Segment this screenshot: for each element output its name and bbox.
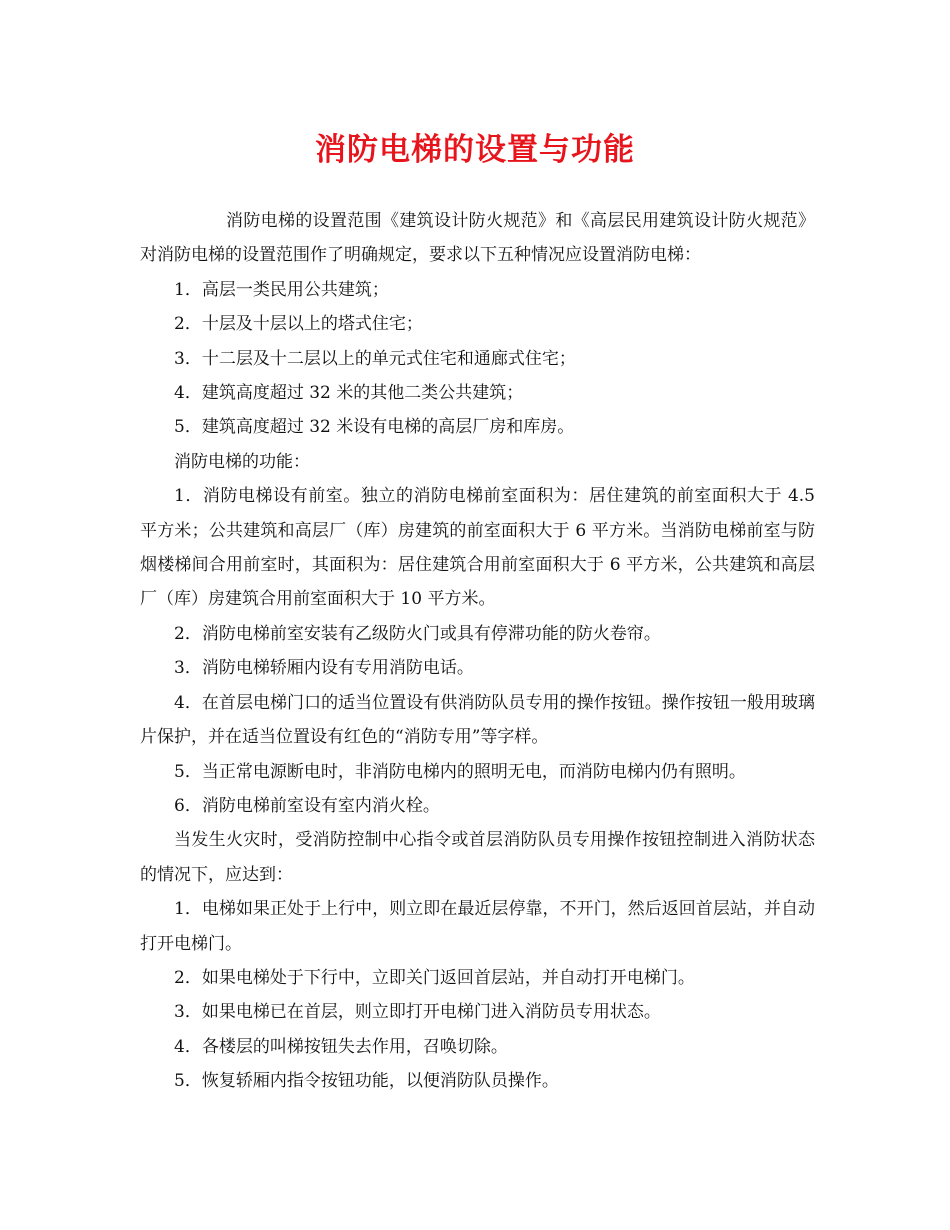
list-item-function-3: 3．消防电梯轿厢内设有专用消防电话。 [174,658,474,679]
list-item-scope-5: 5．建筑高度超过 32 米设有电梯的高层厂房和库房。 [174,417,575,438]
paragraph-intro: 消防电梯的设置范围《建筑设计防火规范》和《高层民用建筑设计防火规范》对消防电梯的设置范围作了明确规定，要求以下五种情况应设置消防电梯： [140,211,815,266]
list-item-function-2: 2．消防电梯前室安装有乙级防火门或具有停滞功能的防火卷帘。 [174,623,661,644]
list-item-scope-4: 4．建筑高度超过 32 米的其他二类公共建筑； [174,383,524,404]
list-item-function-1: 1．消防电梯设有前室。独立的消防电梯前室面积为：居住建筑的前室面积大于 4.5 平方米；公共建筑和高层厂（库）房建筑的前室面积大于 6 平方米。当消防电梯前室与防烟楼梯间合用前室时，其面积为：居住建筑合用前室面积大于 6 平方米，公共建筑和高层厂（库）房建筑合用前室面积大于 10 平方米。 [140,486,815,610]
document-body [140,204,815,1099]
list-item-function-4: 4．在首层电梯门口的适当位置设有供消防队员专用的操作按钮。操作按钮一般用玻璃片保护，并在适当位置设有红色的“消防专用”等字样。 [140,692,815,748]
section-heading-functions: 消防电梯的功能： [174,451,310,472]
list-item-fire-2: 2．如果电梯处于下行中，立即关门返回首层站，并自动打开电梯门。 [174,967,695,988]
list-item-fire-4: 4．各楼层的叫梯按钮失去作用，召唤切除。 [174,1036,508,1057]
paragraph-fire-state: 当发生火灾时，受消防控制中心指令或首层消防队员专用操作按钮控制进入消防状态的情况下，应达到： [140,830,815,885]
list-item-fire-1: 1．电梯如果正处于上行中，则立即在最近层停靠，不开门，然后返回首层站，并自动打开电梯门。 [140,899,815,954]
list-item-scope-1: 1．高层一类民用公共建筑； [174,279,389,300]
list-item-function-5: 5．当正常电源断电时，非消防电梯内的照明无电，而消防电梯内仍有照明。 [174,761,746,782]
list-item-fire-5: 5．恢复轿厢内指令按钮功能，以便消防队员操作。 [174,1071,559,1092]
list-item-fire-3: 3．如果电梯已在首层，则立即打开电梯门进入消防员专用状态。 [174,1002,661,1023]
list-item-scope-2: 2．十层及十层以上的塔式住宅； [174,314,423,335]
document-title: 消防电梯的设置与功能 [315,132,635,168]
list-item-scope-3: 3．十二层及十二层以上的单元式住宅和通廊式住宅； [174,348,576,369]
list-item-function-6: 6．消防电梯前室设有室内消火栓。 [174,795,440,816]
